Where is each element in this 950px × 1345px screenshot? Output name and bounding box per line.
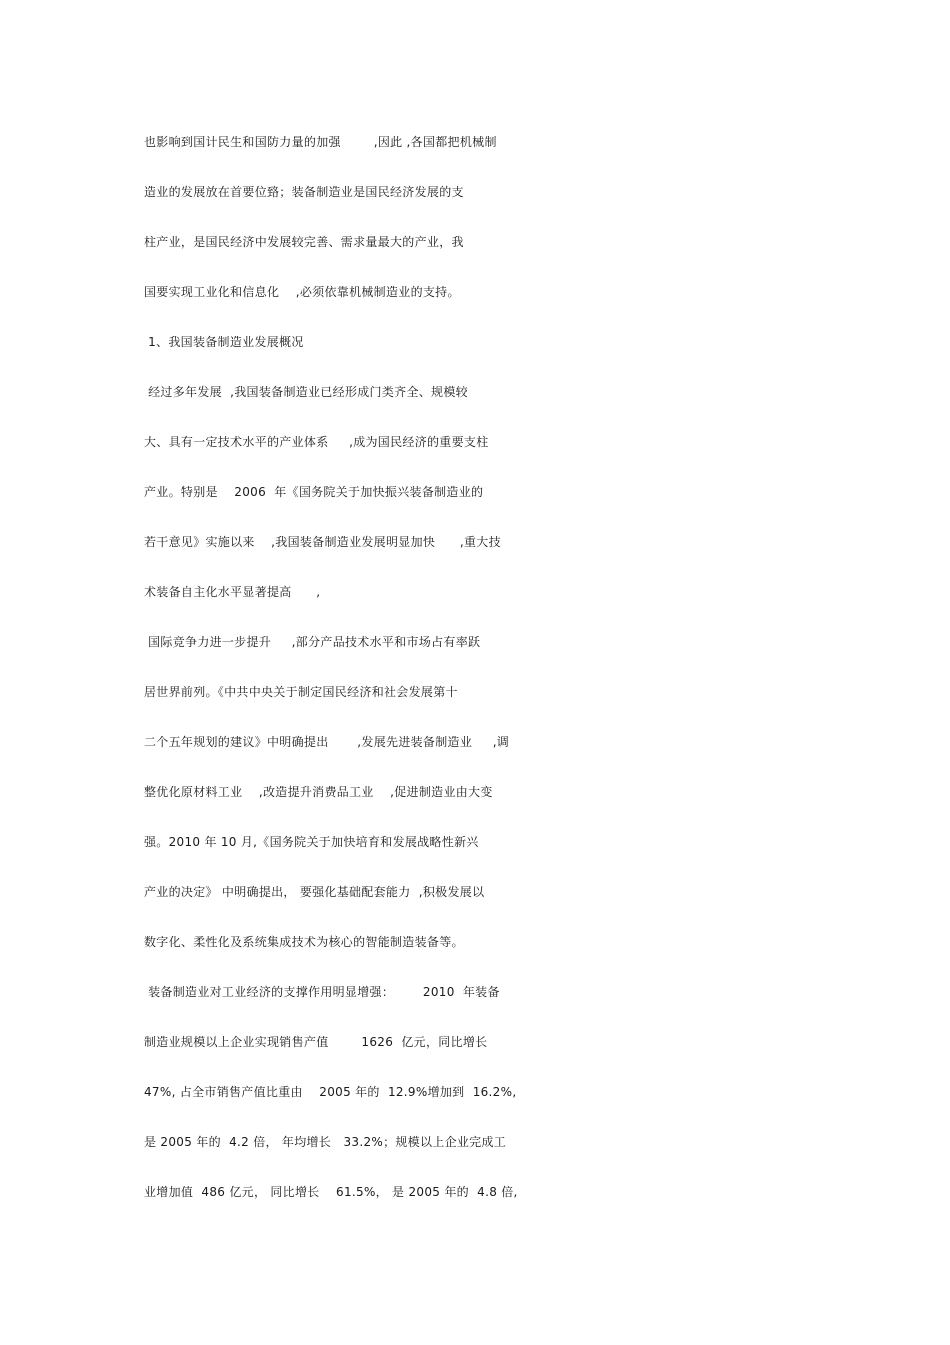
text-line: 术装备自主化水平显著提高 , [144,585,321,599]
text-line: 也影响到国计民生和国防力量的加强 ,因此 ,各国都把机械制 [144,135,497,149]
text-line: 47%, 占全市销售产值比重由 2005 年的 12.9%增加到 16.2%, [144,1085,517,1099]
text-line: 业增加值 486 亿元， 同比增长 61.5%， 是 2005 年的 4.8 倍, [144,1185,518,1199]
text-line: 居世界前列。《中共中央关于制定国民经济和社会发展第十 [144,685,458,699]
text-line: 国要实现工业化和信息化 ,必须依靠机械制造业的支持。 [144,285,460,299]
text-line: 二个五年规划的建议》中明确提出 ,发展先进装备制造业 ,调 [144,735,510,749]
text-line: 国际竞争力进一步提升 ,部分产品技术水平和市场占有率跃 [144,635,481,649]
text-line: 是 2005 年的 4.2 倍， 年均增长 33.2%；规模以上企业完成工 [144,1135,507,1149]
text-line: 经过多年发展 ,我国装备制造业已经形成门类齐全、规模较 [144,385,468,399]
text-line: 柱产业，是国民经济中发展较完善、需求量最大的产业，我 [144,235,464,249]
text-line: 大、具有一定技术水平的产业体系 ,成为国民经济的重要支柱 [144,435,489,449]
section-heading: 1、我国装备制造业发展概况 [144,335,304,349]
text-line: 数字化、柔性化及系统集成技术为核心的智能制造装备等。 [144,935,464,949]
text-line: 产业。特别是 2006 年《国务院关于加快振兴装备制造业的 [144,485,484,499]
text-line: 制造业规模以上企业实现销售产值 1626 亿元，同比增长 [144,1035,488,1049]
text-line: 若干意见》实施以来 ,我国装备制造业发展明显加快 ,重大技 [144,535,501,549]
text-line: 产业的决定》 中明确提出， 要强化基础配套能力 ,积极发展以 [144,885,485,899]
text-line: 强。2010 年 10 月,《国务院关于加快培育和发展战略性新兴 [144,835,479,849]
text-line: 装备制造业对工业经济的支撑作用明显增强： 2010 年装备 [144,985,500,999]
text-line: 造业的发展放在首要位臵；装备制造业是国民经济发展的支 [144,185,464,199]
text-line: 整优化原材料工业 ,改造提升消费品工业 ,促进制造业由大变 [144,785,493,799]
